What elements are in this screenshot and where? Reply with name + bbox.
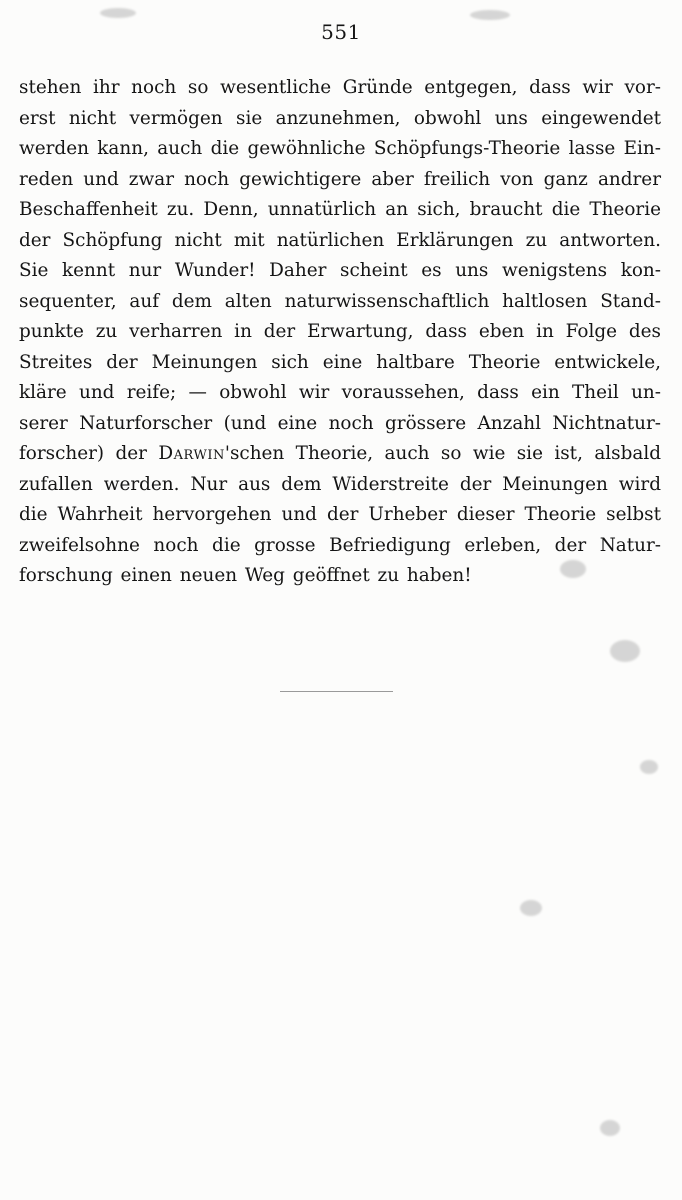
- text-line-with-author-name: [19, 439, 661, 470]
- paper-speckle: [610, 640, 640, 662]
- paper-speckle: [470, 10, 510, 20]
- body-text: [19, 73, 661, 592]
- text-line: serer Naturforscher (und eine noch grössere Anzahl Nichtnatur-: [19, 412, 661, 434]
- text-line: der Schöpfung nicht mit natürlichen Erklärungen zu antworten.: [19, 229, 661, 251]
- paper-speckle: [640, 760, 658, 774]
- text-line: stehen ihr noch so wesentliche Gründe entgegen, dass wir vor-: [19, 77, 661, 98]
- paper-speckle: [600, 1120, 620, 1136]
- text-fragment: 'schen Theorie, auch so wie sie ist, alsbald: [224, 443, 661, 464]
- text-line: Sie kennt nur Wunder! Daher scheint es uns wenigstens kon-: [19, 260, 661, 281]
- text-line: kläre und reife; — obwohl wir voraussehen, dass ein Theil un-: [19, 382, 661, 403]
- text-line: sequenter, auf dem alten naturwissenschaftlich haltlosen Stand-: [19, 290, 661, 312]
- text-line: die Wahrheit hervorgehen und der Urheber dieser Theorie selbst: [19, 504, 661, 525]
- paper-speckle: [100, 8, 136, 18]
- section-end-rule: [280, 691, 393, 692]
- author-name-darwin: Darwin: [158, 443, 225, 464]
- text-line: zufallen werden. Nur aus dem Widerstreite der Meinungen wird: [19, 473, 661, 495]
- text-line: reden und zwar noch gewichtigere aber freilich von ganz andrer: [19, 168, 661, 190]
- text-line: zweifelsohne noch die grosse Befriedigung erleben, der Natur-: [19, 534, 661, 556]
- text-fragment: forscher) der: [19, 443, 147, 464]
- text-line: erst nicht vermögen sie anzunehmen, obwohl uns eingewendet: [19, 107, 661, 129]
- text-line: forschung einen neuen Weg geöffnet zu haben!: [19, 565, 472, 586]
- text-line: Beschaffenheit zu. Denn, unnatürlich an sich, braucht die Theorie: [19, 199, 661, 220]
- page-number: 551: [321, 20, 361, 44]
- text-line: werden kann, auch die gewöhnliche Schöpfungs-Theorie lasse Ein-: [19, 138, 661, 159]
- paper-speckle: [520, 900, 542, 916]
- text-line: Streites der Meinungen sich eine haltbare Theorie entwickele,: [19, 351, 661, 373]
- text-line: punkte zu verharren in der Erwartung, dass eben in Folge des: [19, 321, 661, 342]
